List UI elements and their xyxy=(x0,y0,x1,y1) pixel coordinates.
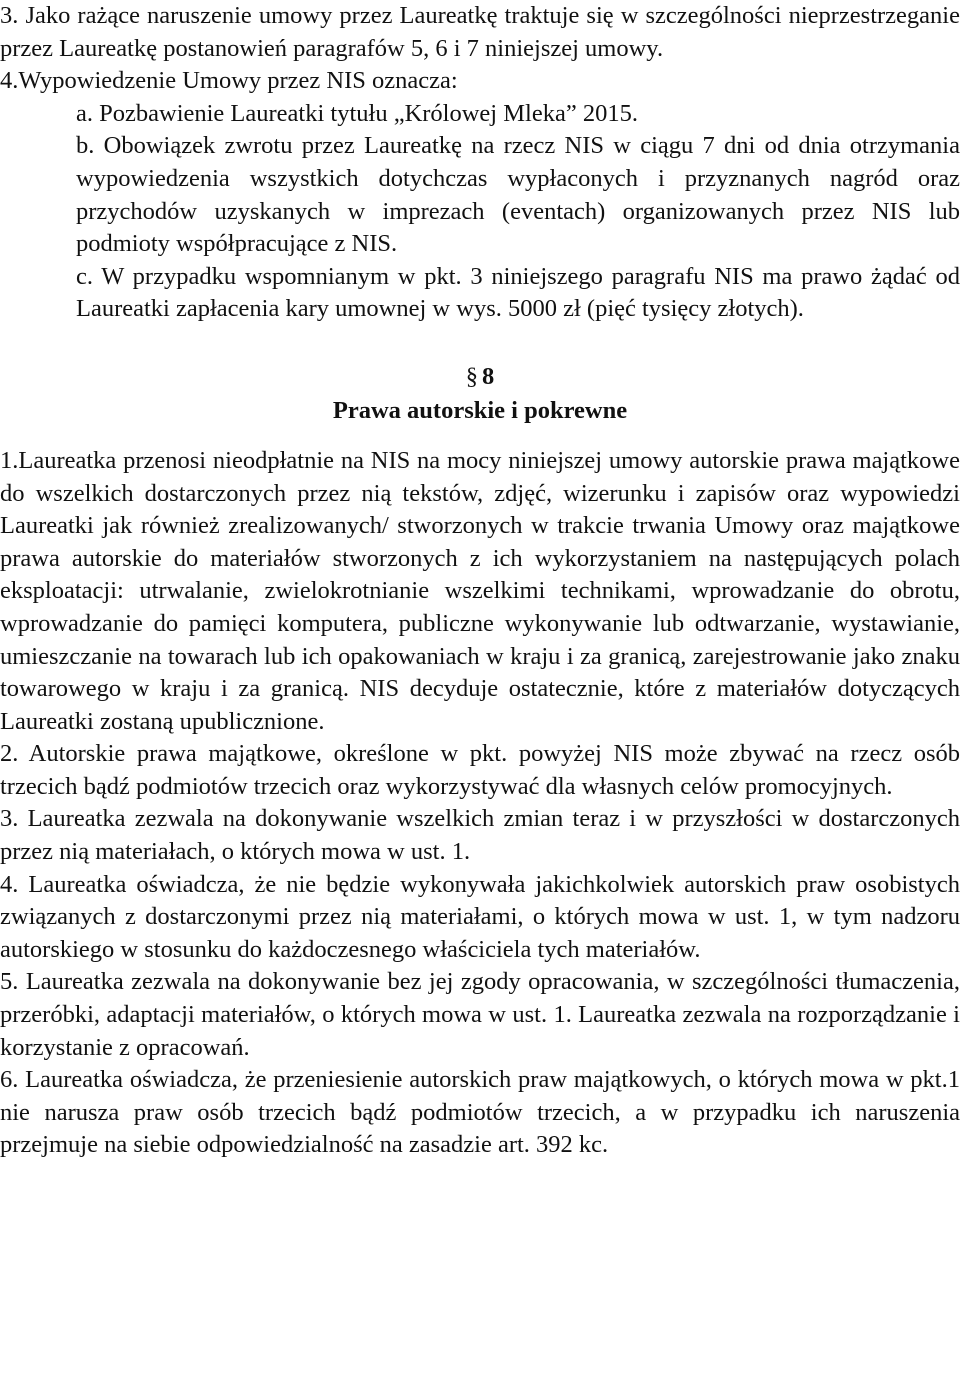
paragraph-8-1: 1.Laureatka przenosi nieodpłatnie na NIS na mocy niniejszej umowy autorskie prawa majątkowe do wszelkich dostarczonych przez nią tekstów, zdjęć, wizerunku i zapisów oraz wypowiedzi Laureatki jak również zrealizowanych/ stworzonych w trakcie trwania Umowy oraz majątkowe prawa autorskie do materiałów stworzonych z ich wykorzystaniem na następujących polach eksploatacji: utrwalanie, zwielokrotnianie wszelkimi technikami, wprowadzanie do obrotu, wprowadzanie do pamięci komputera, publiczne wykonywanie lub odtwarzanie, wystawianie, umieszczanie na towarach lub ich opakowaniach w kraju i za granicą, zarejestrowanie jako znaku towarowego w kraju i za granicą. NIS decyduje ostatecznie, które z materiałów dotyczących Laureatki zostaną upublicznione. xyxy=(0,446,960,735)
paragraph-8-6: 6. Laureatka oświadcza, że przeniesienie autorskich praw majątkowych, o których mowa w pkt.1 nie narusza praw osób trzecich bądź podmiotów trzecich, a w przypadku ich naruszenia przejmuje na siebie odpowiedzialność na zasadzie art. 392 kc. xyxy=(0,1066,960,1159)
paragraph-4-termination: 4.Wypowiedzenie Umowy przez NIS oznacza: xyxy=(0,67,458,95)
section-symbol: § xyxy=(465,362,478,390)
sub-item-b: b. Obowiązek zwrotu przez Laureatkę na rzecz NIS w ciągu 7 dni od dnia otrzymania wypowiedzenia wszystkich dotychczas wypłaconych i przyznanych nagród oraz przychodów uzyskanych w imprezach (eventach) organizowanych przez NIS lub podmioty współpracujące z NIS. xyxy=(76,132,960,258)
paragraph-8-3: 3. Laureatka zezwala na dokonywanie wszelkich zmian teraz i w przyszłości w dostarczonych przez nią materiałach, o których mowa w ust. 1. xyxy=(0,805,960,866)
paragraph-8-2: 2. Autorskie prawa majątkowe, określone w pkt. powyżej NIS może zbywać na rzecz osób trzecich bądź podmiotów trzecich oraz wykorzystywać dla własnych celów promocyjnych. xyxy=(0,740,960,800)
sub-item-a: a. Pozbawienie Laureatki tytułu „Królowej Mleka” 2015. xyxy=(76,99,638,127)
paragraph-8-4: 4. Laureatka oświadcza, że nie będzie wykonywała jakichkolwiek autorskich praw osobistych związanych z dostarczonymi przez nią materiałami, o których mowa w ust. 1, w tym nadzoru autorskiego w stosunku do każdoczesnego właściciela tych materiałów. xyxy=(0,870,960,963)
section-title: Prawa autorskie i pokrewne xyxy=(332,396,628,424)
paragraph-3-breach: 3. Jako rażące naruszenie umowy przez Laureatkę traktuje się w szczególności nieprzestrzeganie przez Laureatkę postanowień paragrafów 5, 6 i 7 niniejszej umowy. xyxy=(0,2,960,62)
section-number-value: 8 xyxy=(482,362,495,390)
sub-item-c: c. W przypadku wspomnianym w pkt. 3 niniejszego paragrafu NIS ma prawo żądać od Laureatki zapłacenia kary umownej w wys. 5000 zł (pięć tysięcy złotych). xyxy=(76,262,960,323)
section-number xyxy=(0,360,960,394)
section-spacer xyxy=(0,326,960,360)
paragraph-8-5: 5. Laureatka zezwala na dokonywanie bez jej zgody opracowania, w szczególności tłumaczenia, przeróbki, adaptacji materiałów, o których mowa w ust. 1. Laureatka zezwala na rozporządzanie i korzystanie z opracowań. xyxy=(0,968,960,1061)
